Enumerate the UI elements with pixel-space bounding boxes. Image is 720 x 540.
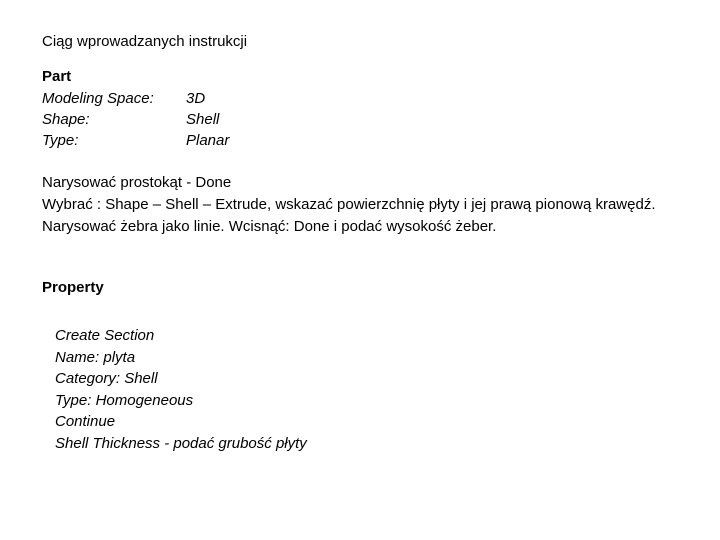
property-line: Category: Shell xyxy=(55,370,158,387)
property-line: Type: Homogeneous xyxy=(55,392,194,409)
type-value: Planar xyxy=(186,132,230,149)
property-line: Create Section xyxy=(55,327,155,344)
property-line: Shell Thickness - podać grubość płyty xyxy=(55,435,307,452)
shape-value: Shell xyxy=(186,111,220,128)
type-label: Type: xyxy=(42,132,79,149)
shape-label: Shape: xyxy=(42,111,90,128)
property-heading: Property xyxy=(42,279,104,296)
document-title: Ciąg wprowadzanych instrukcji xyxy=(42,33,248,50)
property-line: Continue xyxy=(55,413,116,430)
modeling-space-label: Modeling Space: xyxy=(42,90,154,107)
property-line: Name: plyta xyxy=(55,349,136,366)
part-heading: Part xyxy=(42,68,72,85)
instruction-step: Narysować żebra jako linie. Wcisnąć: Done i podać wysokość żeber. xyxy=(42,218,497,235)
instruction-step: Narysować prostokąt - Done xyxy=(42,174,232,191)
modeling-space-value: 3D xyxy=(186,90,206,107)
instruction-step: Wybrać : Shape – Shell – Extrude, wskazać powierzchnię płyty i jej prawą pionową krawędź. xyxy=(42,196,656,213)
